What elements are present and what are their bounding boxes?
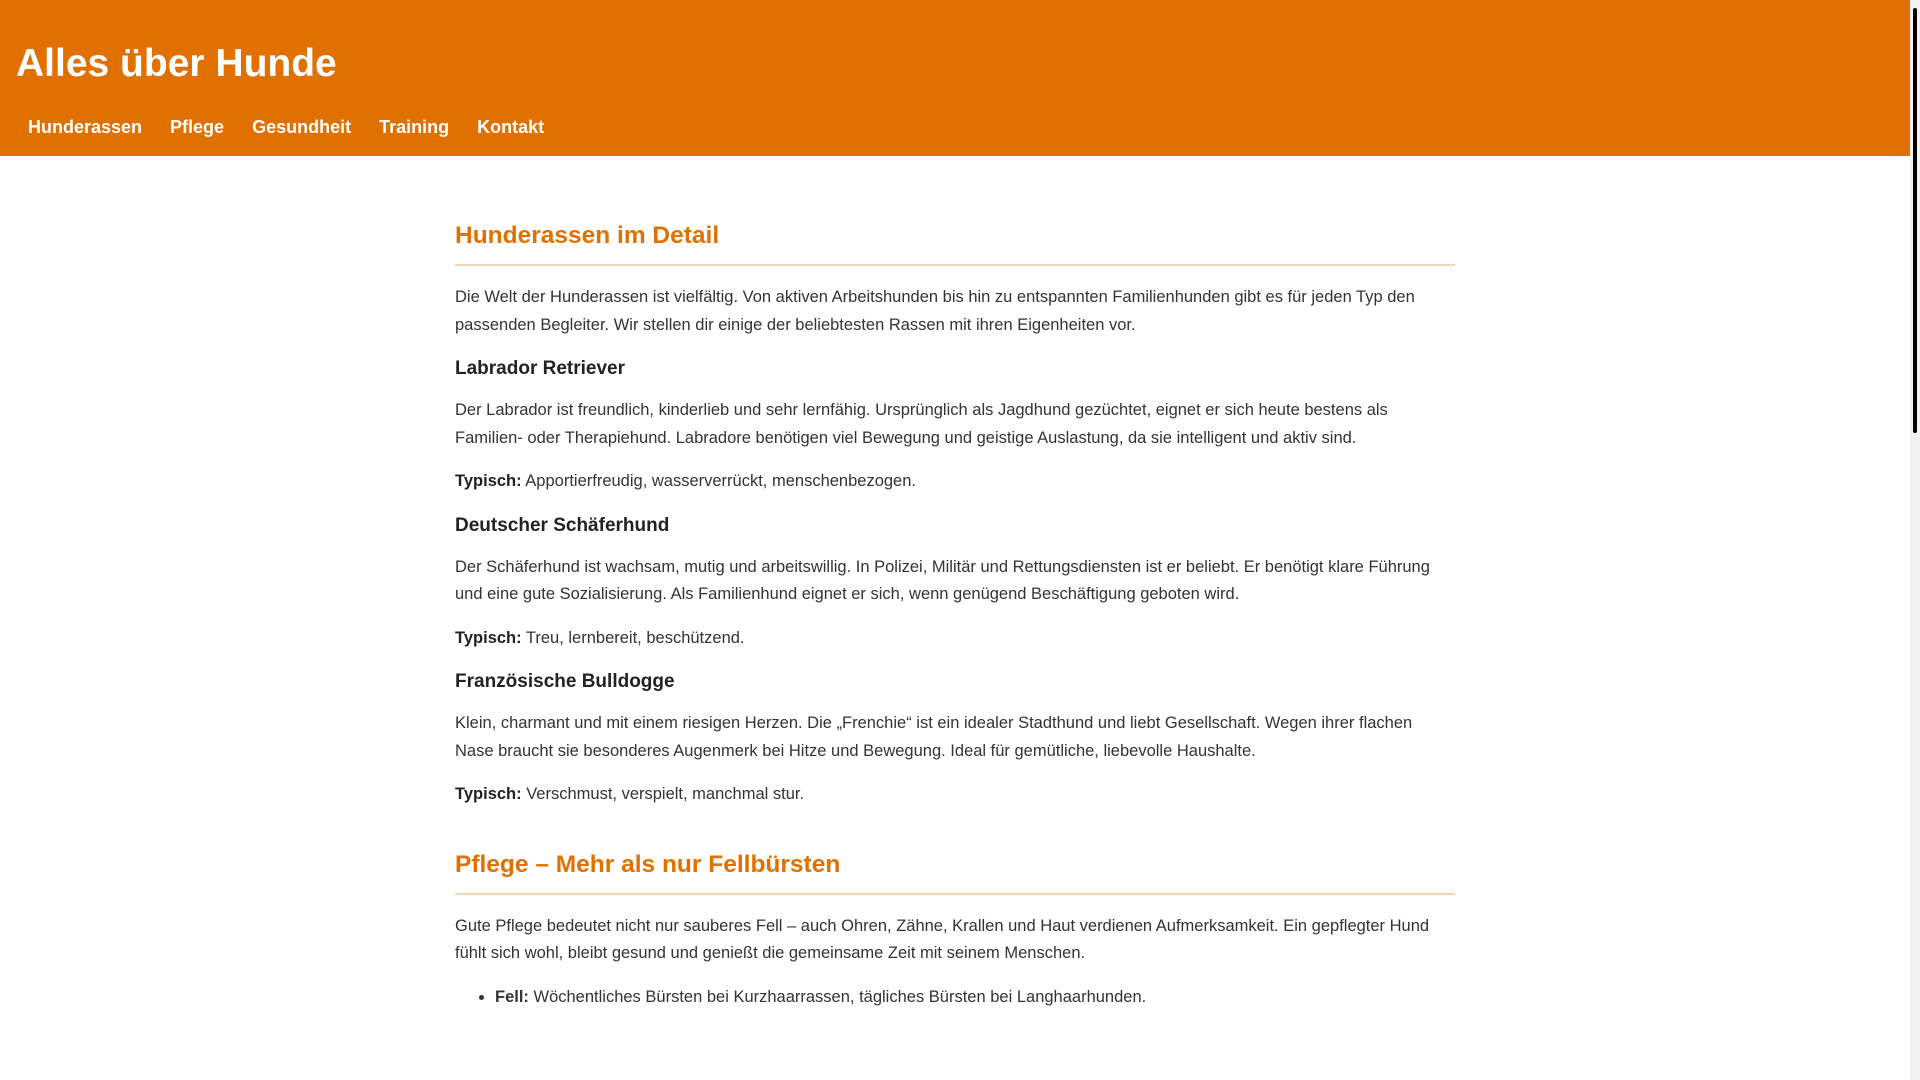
nav-link-kontakt[interactable]: Kontakt — [477, 117, 545, 137]
nav-link-training[interactable]: Training — [379, 117, 450, 137]
typical-label: Typisch: — [455, 472, 522, 490]
typical-text: Verschmust, verspielt, manchmal stur. — [521, 785, 805, 803]
section-hunderassen — [455, 220, 1455, 809]
typical-label: Typisch: — [455, 628, 522, 647]
breed-heading-schaeferhund: Deutscher Schäferhund — [455, 514, 670, 536]
breed-heading-bulldogge: Französische Bulldogge — [455, 671, 675, 692]
breed-heading-labrador: Labrador Retriever — [455, 358, 626, 379]
section-intro: Gute Pflege bedeutet nicht nur sauberes Fell – auch Ohren, Zähne, Krallen und Haut verdienen Aufmerksamkeit. Ein gepflegter Hund fühlt sich wohl, bleibt gesund und genießt die gemeinsame Zeit mit seinem Menschen. — [455, 916, 1430, 962]
list-item-text: Wöchentliches Bürsten bei Kurzhaarrassen, tägliches Bürsten bei Langhaarhunden. — [528, 987, 1147, 1006]
typical-text: Treu, lernbereit, beschützend. — [521, 628, 745, 647]
main-content — [455, 220, 1455, 1027]
scrollbar-thumb[interactable] — [1913, 8, 1917, 433]
main-nav — [28, 116, 572, 138]
breed-description-bulldogge: Klein, charmant und mit einem riesigen Herzen. Die „Frenchie“ ist ein idealer Stadthund und liebt Gesellschaft. Wegen ihrer flachen Nase braucht sie besonderes Augenmerk bei Hitze und Bewegung. Ideal für gemütliche, liebevolle Haushalte. — [455, 714, 1413, 760]
list-item — [495, 984, 1455, 1012]
nav-link-hunderassen[interactable]: Hunderassen — [28, 117, 143, 137]
breed-typical-schaeferhund — [455, 625, 1455, 653]
breed-typical-bulldogge — [455, 781, 1455, 809]
list-item-label: Fell: — [495, 987, 529, 1006]
care-list — [455, 984, 1455, 1012]
breed-typical-labrador — [455, 468, 1455, 496]
page-scrollbar[interactable] — [1910, 0, 1920, 1080]
site-title[interactable]: Alles über Hunde — [16, 42, 337, 85]
section-heading: Pflege – Mehr als nur Fellbürsten — [455, 849, 1455, 895]
typical-text: Apportierfreudig, wasserverrückt, menschenbezogen. — [521, 472, 916, 490]
breed-description-labrador: Der Labrador ist freundlich, kinderlieb und sehr lernfähig. Ursprünglich als Jagdhund gezüchtet, eignet er sich heute bestens als Familien- oder Therapiehund. Labradore benötigen viel Bewegung und geistige Auslastung, da sie intelligent und aktiv sind. — [455, 401, 1388, 447]
breed-description-schaeferhund: Der Schäferhund ist wachsam, mutig und arbeitswillig. In Polizei, Militär und Rettungsdiensten ist er beliebt. Er benötigt klare Führung und eine gute Sozialisierung. Als Familienhund eignet er sich, wenn genügend Beschäftigung geboten wird. — [455, 557, 1430, 603]
section-intro: Die Welt der Hunderassen ist vielfältig. Von aktiven Arbeitshunden bis hin zu entspannten Familienhunden gibt es für jeden Typ den passenden Begleiter. Wir stellen dir einige der beliebtesten Rassen mit ihren Eigenheiten vor. — [455, 288, 1415, 334]
typical-label: Typisch: — [455, 785, 522, 803]
nav-link-gesundheit[interactable]: Gesundheit — [252, 117, 352, 137]
nav-link-pflege[interactable]: Pflege — [170, 117, 225, 137]
site-header — [0, 0, 1910, 156]
section-pflege — [455, 849, 1455, 1012]
section-heading: Hunderassen im Detail — [455, 220, 1455, 266]
